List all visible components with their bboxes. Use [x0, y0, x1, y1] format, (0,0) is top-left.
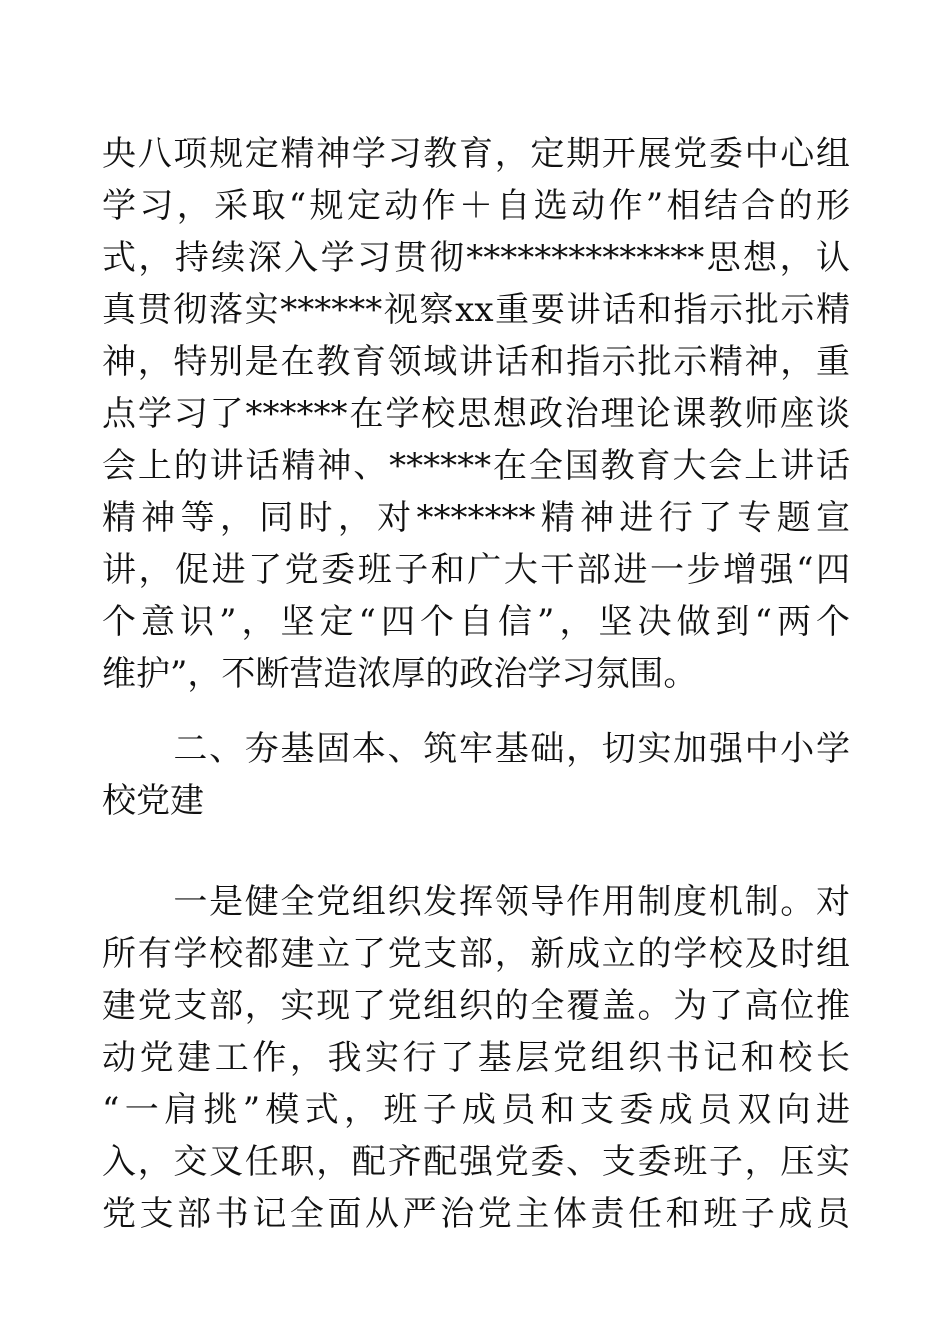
text-line: 真贯彻落实******视察xx重要讲话和指示批示精: [102, 290, 850, 330]
text-line: “一肩挑”模式，班子成员和支委成员双向进: [102, 1090, 850, 1130]
text-line: 所有学校都建立了党支部，新成立的学校及时组: [102, 934, 850, 974]
text-line: 点学习了******在学校思想政治理论课教师座谈: [102, 394, 850, 434]
heading-line: 校党建: [102, 781, 204, 821]
paragraph-party-organization: [102, 876, 850, 1240]
text-line: 个意识”，坚定“四个自信”，坚决做到“两个: [102, 602, 850, 642]
text-line: 维护”，不断营造浓厚的政治学习氛围。: [102, 654, 698, 694]
text-line: 一是健全党组织发挥领导作用制度机制。对: [102, 882, 850, 922]
text-line: 建党支部，实现了党组织的全覆盖。为了高位推: [102, 986, 850, 1026]
text-line: 动党建工作，我实行了基层党组织书记和校长: [102, 1038, 850, 1078]
text-line: 神，特别是在教育领域讲话和指示批示精神，重: [102, 342, 850, 382]
text-line: 央八项规定精神学习教育，定期开展党委中心组: [102, 134, 850, 174]
text-line: 精神等，同时，对*******精神进行了专题宣: [102, 498, 850, 538]
section-heading-party-building: [102, 723, 850, 827]
text-line: 学习，采取“规定动作＋自选动作”相结合的形: [102, 186, 850, 226]
text-line: 会上的讲话精神、******在全国教育大会上讲话: [102, 446, 850, 486]
text-line: 党支部书记全面从严治党主体责任和班子成员: [102, 1194, 850, 1234]
text-line: 式，持续深入学习贯彻**************思想，认: [102, 238, 850, 278]
text-line: 讲，促进了党委班子和广大干部进一步增强“四: [102, 550, 850, 590]
text-line: 入，交叉任职，配齐配强党委、支委班子，压实: [102, 1142, 850, 1182]
paragraph-political-study: [102, 128, 850, 700]
heading-line: 二、夯基固本、筑牢基础，切实加强中小学: [102, 729, 850, 769]
